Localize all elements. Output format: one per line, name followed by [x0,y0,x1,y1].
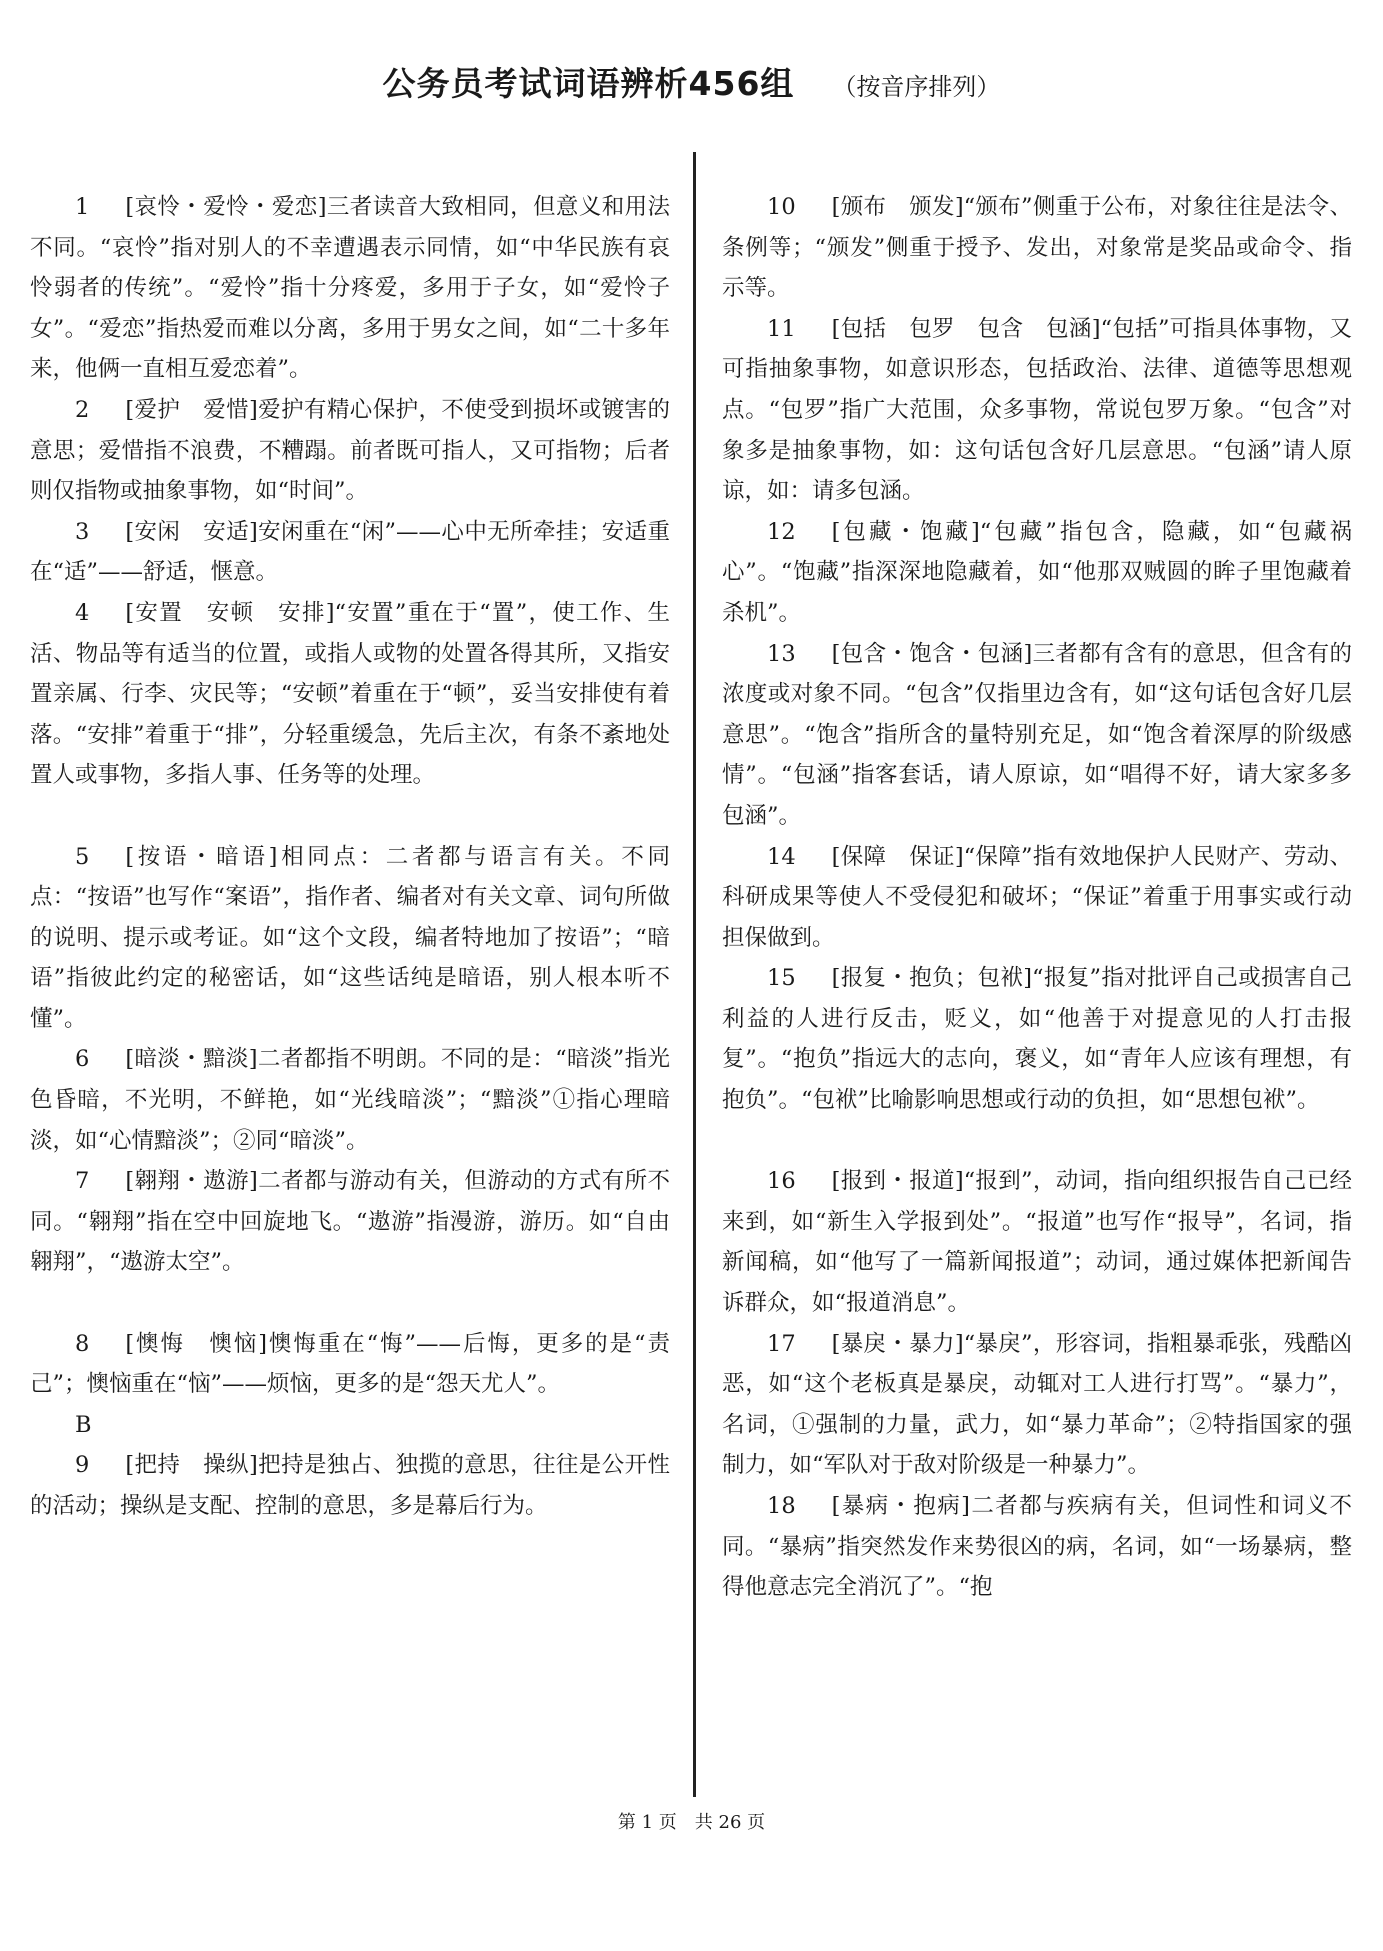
page-title-row [0,58,1383,105]
entry-paragraph [30,837,670,1040]
entry-text: [安闲 安适]安闲重在“闲”——心中无所牵挂；安适重在“适”——舒适，惬意。 [30,518,670,586]
entry-number: 12 [767,518,796,545]
entry-text: [包含・饱含・包涵]三者都有含有的意思，但含有的浓度或对象不同。“包含”仅指里边含有，如“这句话包含好几层意思”。“饱含”指所含的量特别充足，如“饱含着深厚的阶级感情”。“包涵”指客套话，请人原谅，如“唱得不好，请大家多多包涵”。 [722,640,1352,829]
entry-paragraph [30,512,670,593]
entry-text: [安置 安顿 安排]“安置”重在于“置”，使工作、生活、物品等有适当的位置，或指人或物的处置各得其所，又指安置亲属、行李、灾民等；“安顿”着重在于“顿”，妥当安排使有着落。“安排”着重于“排”，分轻重缓急，先后主次，有条不紊地处置人或事物，多指人事、任务等的处理。 [30,599,670,789]
entry-paragraph [722,1161,1352,1323]
entry-number: 16 [767,1168,796,1195]
page-title: 公务员考试词语辨析456组 [382,64,795,103]
entry-paragraph [30,593,670,796]
entry-text: [把持 操纵]把持是独占、独揽的意思，往往是公开性的活动；操纵是支配、控制的意思，多是幕后行为。 [30,1452,670,1519]
page-footer: 第 1 页 共 26 页 [617,1812,766,1833]
entry-number: 5 [75,843,90,870]
entry-paragraph [722,958,1352,1120]
entry-text: B [75,1411,92,1438]
entry-text: [爱护 爱惜]爱护有精心保护，不使受到损坏或镀害的意思；爱惜指不浪费，不糟蹋。前者既可指人，又可指物；后者则仅指物或抽象事物，如“时间”。 [30,396,670,505]
entry-paragraph [722,187,1352,309]
paragraph-gap [30,796,670,837]
entry-text: [暴病・抱病]二者都与疾病有关，但词性和词义不同。“暴病”指突然发作来势很凶的病，名词，如“一场暴病，整得他意志完全消沉了”。“抱 [722,1493,1352,1601]
entry-text: [哀怜・爱怜・爱恋]三者读音大致相同，但意义和用法不同。“哀怜”指对别人的不幸遭遇表示同情，如“中华民族有哀怜弱者的传统”。“爱怜”指十分疼爱，多用于子女，如“爱怜子女”。“爱恋”指热爱而难以分离，多用于男女之间，如“二十多年来，他俩一直相互爱恋着”。 [30,194,670,383]
entry-number: 10 [767,194,796,220]
entry-number: 1 [75,194,90,220]
page-subtitle: （按音序排列） [832,73,1001,101]
entry-number: 9 [75,1452,90,1479]
entry-paragraph [30,1445,670,1526]
entry-text: [暴戾・暴力]“暴戾”，形容词，指粗暴乖张，残酷凶恶，如“这个老板真是暴戾，动辄对工人进行打骂”。“暴力”，名词，①强制的力量，武力，如“暴力革命”；②特指国家的强制力，如“军队对于敌对阶级是一种暴力”。 [722,1330,1352,1479]
entry-number: 14 [767,843,796,870]
entry-text: [保障 保证]“保障”指有效地保护人民财产、劳动、科研成果等使人不受侵犯和破坏；“保证”着重于用事实或行动担保做到。 [722,843,1352,951]
right-column [722,187,1352,1608]
paragraph-gap [722,1121,1352,1162]
entry-text: [暗淡・黯淡]二者都指不明朗。不同的是：“暗淡”指光色昏暗，不光明，不鲜艳，如“光线暗淡”；“黯淡”①指心理暗淡，如“心情黯淡”；②同“暗淡”。 [30,1046,670,1154]
entry-paragraph [30,1324,670,1405]
entry-number: 11 [767,315,796,342]
entry-number: 4 [75,599,90,626]
entry-paragraph [30,1161,670,1283]
entry-number: 18 [767,1493,796,1519]
entry-paragraph [722,309,1352,512]
entry-text: [包括 包罗 包含 包涵]“包括”可指具体事物，又可指抽象事物，如意识形态，包括政治、法律、道德等思想观点。“包罗”指广大范围，众多事物，常说包罗万象。“包含”对象多是抽象事物，如：这句话包含好几层意思。“包涵”请人原谅，如：请多包涵。 [722,315,1352,505]
entry-number: 13 [767,640,796,667]
entry-text: [颁布 颁发]“颁布”侧重于公布，对象往往是法令、条例等；“颁发”侧重于授予、发出，对象常是奖品或命令、指示等。 [722,194,1352,302]
entry-text: [报复・抱负；包袱]“报复”指对批评自己或损害自己利益的人进行反击，贬义，如“他善于对提意见的人打击报复”。“抱负”指远大的志向，褒义，如“青年人应该有理想，有抱负”。“包袱”比喻影响思想或行动的负担，如“思想包袱”。 [722,965,1352,1114]
entry-number: 17 [767,1330,796,1357]
entry-paragraph [30,1039,670,1161]
entry-number: 6 [75,1046,90,1073]
entry-paragraph [722,1324,1352,1486]
entry-paragraph [722,512,1352,634]
entry-number: 7 [75,1168,90,1195]
entry-paragraph [30,390,670,512]
entry-number: 3 [75,518,90,545]
entry-number: 8 [75,1330,90,1357]
entry-text: [包藏・饱藏]“包藏”指包含，隐藏，如“包藏祸心”。“饱藏”指深深地隐藏着，如“他那双贼圆的眸子里饱藏着杀机”。 [722,518,1352,626]
left-column [30,187,670,1527]
column-divider [693,152,696,1797]
entry-paragraph [722,634,1352,837]
paragraph-gap [30,1283,670,1324]
entry-paragraph [30,187,670,390]
entry-number: 15 [767,965,796,992]
entry-text: [翱翔・遨游]二者都与游动有关，但游动的方式有所不同。“翱翔”指在空中回旋地飞。“遨游”指漫游，游历。如“自由翱翔”，“遨游太空”。 [30,1168,670,1276]
entry-paragraph [722,837,1352,959]
entry-paragraph [30,1405,670,1446]
entry-text: [按语・暗语]相同点：二者都与语言有关。不同点：“按语”也写作“案语”，指作者、编者对有关文章、词句所做的说明、提示或考证。如“这个文段，编者特地加了按语”；“暗语”指彼此约定的秘密话，如“这些话纯是暗语，别人根本听不懂”。 [30,843,670,1032]
entry-paragraph [722,1486,1352,1608]
entry-text: [懊悔 懊恼]懊悔重在“悔”——后悔，更多的是“责己”；懊恼重在“恼”——烦恼，更多的是“怨天尤人”。 [30,1330,670,1398]
entry-number: 2 [75,396,90,423]
entry-text: [报到・报道]“报到”，动词，指向组织报告自己已经来到，如“新生入学报到处”。“报道”也写作“报导”，名词，指新闻稿，如“他写了一篇新闻报道”；动词，通过媒体把新闻告诉群众，如“报道消息”。 [722,1168,1352,1317]
